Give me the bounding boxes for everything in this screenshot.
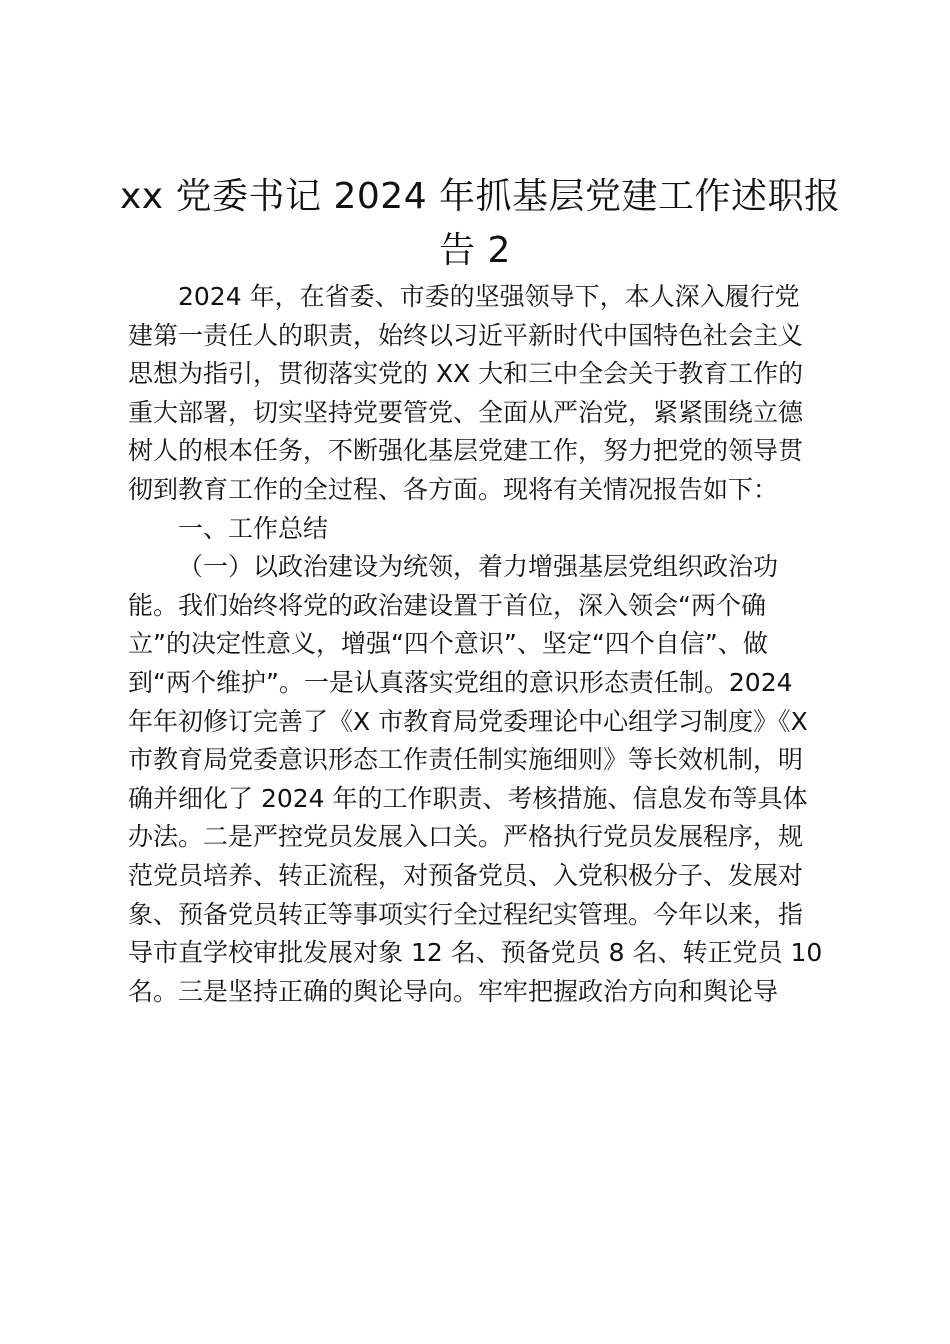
paragraph-1-line-2: 建第一责任人的职责，始终以习近平新时代中国特色社会主义 [128,320,804,350]
paragraph-3-line-11: 导市直学校审批发展对象 12 名、预备党员 8 名、转正党员 10 [128,938,823,968]
paragraph-3-line-4: 到“两个维护”。一是认真落实党组的意识形态责任制。2024 [128,667,793,697]
paragraph-3-line-1: （一）以政治建设为统领，着力增强基层党组织政治功 [178,552,779,582]
paragraph-3-line-6: 市教育局党委意识形态工作责任制实施细则》等长效机制，明 [128,745,804,775]
section-heading: 一、工作总结 [178,513,329,543]
paragraph-3-line-3: 立”的决定性意义，增强“四个意识”、坚定“四个自信”、做 [128,629,768,659]
paragraph-3-line-10: 象、预备党员转正等事项实行全过程纪实管理。今年以来，指 [128,899,804,929]
title-line-2: 告 2 [439,230,511,271]
paragraph-1-line-3: 思想为指引，贯彻落实党的 XX 大和三中全会关于教育工作的 [128,359,804,389]
paragraph-1-line-5: 树人的根本任务，不断强化基层党建工作，努力把党的领导贯 [128,436,804,466]
paragraph-3-line-9: 范党员培养、转正流程，对预备党员、入党积极分子、发展对 [128,860,804,890]
paragraph-3-line-7: 确并细化了 2024 年的工作职责、考核措施、信息发布等具体 [128,783,808,813]
paragraph-1-line-6: 彻到教育工作的全过程、各方面。现将有关情况报告如下： [128,474,779,504]
paragraph-3-line-8: 办法。二是严控党员发展入口关。严格执行党员发展程序，规 [128,822,804,852]
paragraph-3-line-2: 能。我们始终将党的政治建设置于首位，深入领会“两个确 [128,590,766,620]
document-title [120,170,841,278]
paragraph-3-line-12: 名。三是坚持正确的舆论导向。牢牢把握政治方向和舆论导 [128,976,779,1006]
paragraph-3-line-5: 年年初修订完善了《X 市教育局党委理论中心组学习制度》《X [128,706,808,736]
title-line-1: xx 党委书记 2024 年抓基层党建工作述职报 [120,176,841,217]
paragraph-1-line-4: 重大部署，切实坚持党要管党、全面从严治党，紧紧围绕立德 [128,397,804,427]
paragraph-1-line-1: 2024 年，在省委、市委的坚强领导下，本人深入履行党 [178,282,800,311]
document-body [128,278,848,1011]
